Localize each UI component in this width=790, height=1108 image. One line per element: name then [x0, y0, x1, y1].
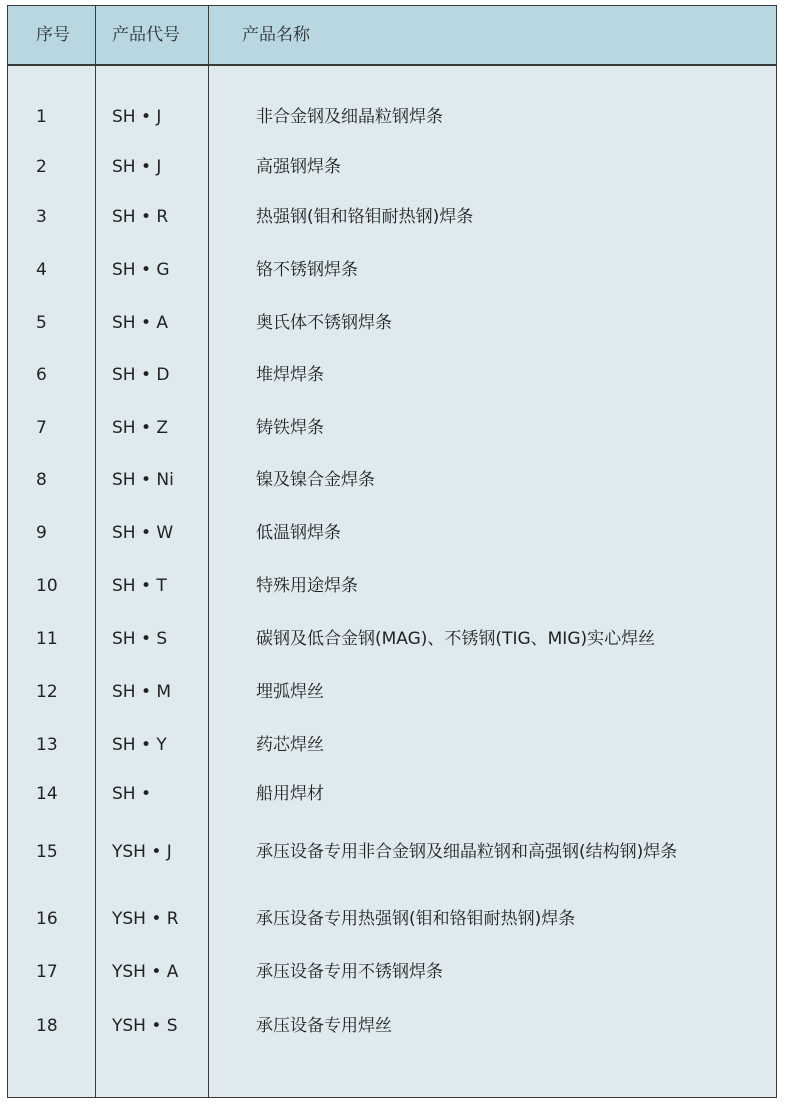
table-header	[8, 6, 776, 66]
row-code: SH • M	[112, 682, 172, 702]
header-serial-number: 序号	[36, 25, 70, 45]
row-name: 特殊用途焊条	[256, 576, 358, 596]
row-number: 1	[36, 107, 47, 127]
row-code: SH • D	[112, 365, 170, 385]
row-code: SH • Ni	[112, 470, 174, 490]
row-code: SH • A	[112, 313, 169, 333]
row-number: 7	[36, 418, 47, 438]
header-product-name: 产品名称	[242, 25, 310, 45]
row-number: 14	[36, 784, 58, 804]
row-code: SH • J	[112, 107, 162, 127]
row-code: SH • W	[112, 523, 174, 543]
row-number: 9	[36, 523, 47, 543]
row-name: 药芯焊丝	[256, 735, 324, 755]
row-number: 4	[36, 260, 47, 280]
row-name: 铸铁焊条	[256, 418, 324, 438]
row-number: 10	[36, 576, 58, 596]
row-number: 18	[36, 1016, 58, 1036]
row-number: 13	[36, 735, 58, 755]
row-name: 承压设备专用热强钢(钼和铬钼耐热钢)焊条	[256, 909, 576, 929]
row-code: YSH • S	[112, 1016, 178, 1036]
row-name: 高强钢焊条	[256, 157, 341, 177]
row-number: 12	[36, 682, 58, 702]
row-name: 非合金钢及细晶粒钢焊条	[256, 107, 443, 127]
row-number: 2	[36, 157, 47, 177]
row-name: 埋弧焊丝	[256, 682, 324, 702]
row-number: 17	[36, 962, 58, 982]
row-name: 奥氏体不锈钢焊条	[256, 313, 392, 333]
row-name: 铬不锈钢焊条	[256, 260, 358, 280]
row-number: 15	[36, 842, 58, 862]
row-code: SH • R	[112, 207, 169, 227]
row-number: 8	[36, 470, 47, 490]
column-divider-2	[208, 6, 209, 1097]
row-number: 16	[36, 909, 58, 929]
row-name: 堆焊焊条	[256, 365, 324, 385]
row-name: 热强钢(钼和铬钼耐热钢)焊条	[256, 207, 474, 227]
row-name: 承压设备专用不锈钢焊条	[256, 962, 443, 982]
row-name: 承压设备专用焊丝	[256, 1016, 392, 1036]
row-name: 低温钢焊条	[256, 523, 341, 543]
row-code: SH •	[112, 784, 152, 804]
row-code: SH • J	[112, 157, 162, 177]
row-number: 5	[36, 313, 47, 333]
row-name: 船用焊材	[256, 784, 324, 804]
row-code: SH • T	[112, 576, 167, 596]
row-number: 3	[36, 207, 47, 227]
row-number: 11	[36, 629, 58, 649]
row-code: SH • S	[112, 629, 168, 649]
header-product-code: 产品代号	[112, 25, 180, 45]
row-code: YSH • A	[112, 962, 179, 982]
row-code: YSH • R	[112, 909, 179, 929]
row-name: 承压设备专用非合金钢及细晶粒钢和高强钢(结构钢)焊条	[256, 842, 678, 862]
row-code: YSH • J	[112, 842, 172, 862]
row-name: 镍及镍合金焊条	[256, 470, 375, 490]
row-code: SH • G	[112, 260, 170, 280]
row-code: SH • Z	[112, 418, 169, 438]
row-number: 6	[36, 365, 47, 385]
column-divider-1	[95, 6, 96, 1097]
product-table	[7, 5, 777, 1098]
row-code: SH • Y	[112, 735, 167, 755]
row-name: 碳钢及低合金钢(MAG)、不锈钢(TIG、MIG)实心焊丝	[256, 629, 656, 649]
